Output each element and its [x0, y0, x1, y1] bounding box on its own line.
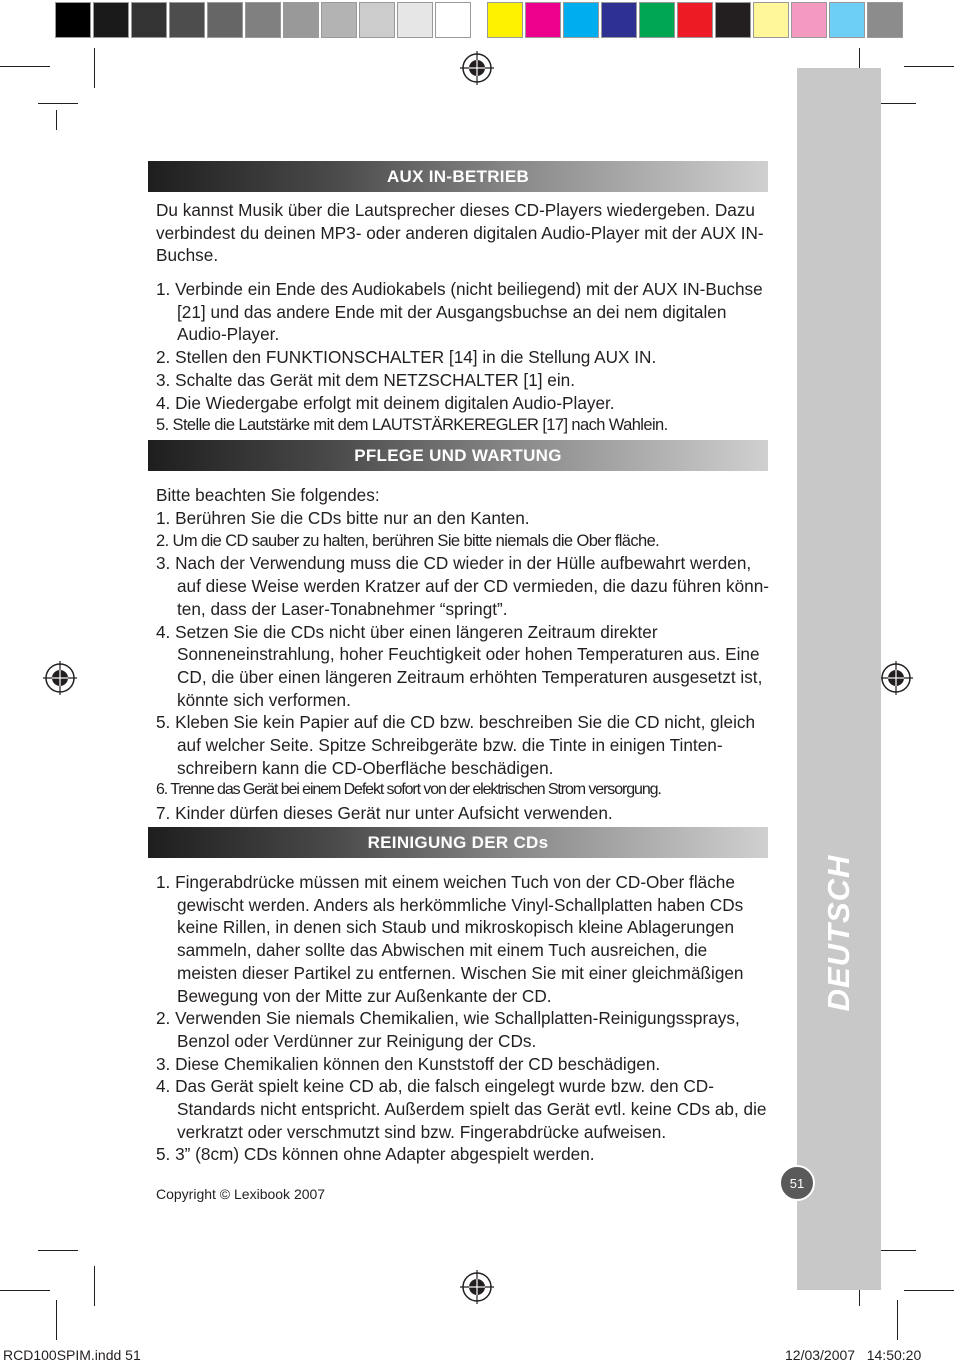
list-item: 1. Berühren Sie die CDs bitte nur an den Kanten.: [156, 508, 530, 528]
section-header-cleaning: REINIGUNG DER CDs: [148, 827, 768, 858]
footer-file-name: RCD100SPIM.indd 51: [3, 1347, 141, 1363]
aux-intro: Du kannst Musik über die Lautsprecher dieses CD-Players wiedergeben. Dazu verbindest du deinen MP3- oder anderen digitalen Audio-Player mit der AUX IN-Buchse.: [156, 200, 764, 266]
language-label: DEUTSCH: [821, 854, 856, 1012]
color-swatch: [397, 2, 433, 38]
color-swatch: [601, 2, 637, 38]
color-swatch: [791, 2, 827, 38]
crop-mark: [904, 66, 954, 67]
color-swatch: [487, 2, 523, 38]
color-swatch: [563, 2, 599, 38]
color-swatch: [639, 2, 675, 38]
crop-mark: [876, 103, 916, 104]
crop-mark: [904, 1290, 954, 1291]
crop-mark: [56, 110, 57, 130]
list-item: 7. Kinder dürfen dieses Gerät nur unter Aufsicht verwenden.: [156, 803, 613, 824]
list-item: 5. 3” (8cm) CDs können ohne Adapter abgespielt werden.: [156, 1144, 595, 1165]
crop-mark: [56, 1300, 57, 1340]
list-item: 2. Verwenden Sie niemals Chemikalien, wie Schallplatten-Reinigungssprays, Benzol oder Verdünner zur Reinigung der CDs.: [156, 1008, 740, 1051]
list-item: 6. Trenne das Gerät bei einem Defekt sofort von der elektrischen Strom versorgung.: [156, 781, 661, 799]
list-item: 4. Setzen Sie die CDs nicht über einen längeren Zeitraum direkter Sonneneinstrahlung, hoher Feuchtigkeit oder hohen Temperaturen aus. Eine CD, die über einen längeren Zeitraum erhöhten Temperaturen ausgesetzt ist, könnte sich verformen.: [156, 621, 763, 710]
language-label-wrapper: [797, 68, 881, 1290]
section-header-care: PFLEGE UND WARTUNG: [148, 440, 768, 471]
color-swatch: [525, 2, 561, 38]
color-swatch: [715, 2, 751, 38]
color-calibration-bar: [55, 2, 905, 38]
crop-mark: [876, 1250, 916, 1251]
list-item: 3. Nach der Verwendung muss die CD wieder in der Hülle aufbewahrt werden, auf diese Weise werden Kratzer auf der CD vermieden, die dazu führen könn-ten, dass der Laser-Tonabnehmer “springt”.: [156, 553, 770, 619]
list-item: 2. Um die CD sauber zu halten, berühren Sie bitte niemals die Ober fläche.: [156, 531, 660, 550]
registration-mark-icon: [879, 661, 913, 695]
list-item: 5. Kleben Sie kein Papier auf die CD bzw. beschreiben Sie die CD nicht, gleich auf welcher Seite. Spitze Schreibgeräte bzw. die Tinte in einigen Tinten-schreibern kann die CD-Oberfläche beschädigen.: [156, 712, 756, 778]
registration-mark-icon: [43, 661, 77, 695]
color-swatch: [829, 2, 865, 38]
color-swatch: [435, 2, 471, 38]
list-item: 4. Das Gerät spielt keine CD ab, die falsch eingelegt wurde bzw. den CD-Standards nicht entspricht. Außerdem spielt das Gerät evtl. keine CDs ab, die verkratzt oder verschmutzt sind bzw. Fingerabdrücke aufweisen.: [156, 1076, 767, 1142]
color-swatch: [283, 2, 319, 38]
care-list: [156, 507, 771, 825]
color-swatch: [359, 2, 395, 38]
list-item: 3. Diese Chemikalien können den Kunststoff der CD beschädigen.: [156, 1053, 661, 1074]
crop-mark: [94, 48, 95, 88]
color-swatch: [55, 2, 91, 38]
registration-mark-icon: [460, 1270, 494, 1304]
crop-mark: [897, 1300, 898, 1340]
color-swatch: [207, 2, 243, 38]
list-item: 4. Die Wiedergabe erfolgt mit deinem digitalen Audio-Player.: [156, 392, 615, 413]
color-swatch: [321, 2, 357, 38]
color-swatch: [93, 2, 129, 38]
list-item: 1. Fingerabdrücke müssen mit einem weichen Tuch von der CD-Ober fläche gewischt werden. Anders als herkömmliche Vinyl-Schallplatten haben CDs keine Rillen, in denen sich Staub und mikroskopisch kleine Ablagerungen sammeln, daher sollte das Abwischen mit einem Tuch ausreichen, die meisten dieser Partikel zu entfernen. Wischen Sie mit einer gleichmäßigen Bewegung von der Mitte zur Außenkante der CD.: [156, 872, 744, 1006]
list-item: 3. Schalte das Gerät mit dem NETZSCHALTER [1] ein.: [156, 369, 576, 390]
crop-mark: [38, 1250, 78, 1251]
copyright-notice: Copyright © Lexibook 2007: [156, 1186, 326, 1202]
crop-mark: [38, 103, 78, 104]
footer-timestamp: 12/03/2007 14:50:20: [785, 1347, 922, 1363]
registration-mark-icon: [460, 51, 494, 85]
crop-mark: [0, 1290, 50, 1291]
aux-steps-list: [156, 278, 771, 437]
list-item: 5. Stelle die Lautstärke mit dem LAUTSTÄRKEREGLER [17] nach Wahlein.: [156, 416, 668, 435]
color-swatch: [677, 2, 713, 38]
care-intro: Bitte beachten Sie folgendes:: [156, 485, 380, 505]
color-swatch: [131, 2, 167, 38]
page-number-badge: 51: [779, 1165, 815, 1201]
color-swatch: [245, 2, 281, 38]
crop-mark: [0, 66, 50, 67]
cleaning-list: [156, 871, 771, 1166]
section-header-aux: AUX IN-BETRIEB: [148, 161, 768, 192]
color-swatch: [753, 2, 789, 38]
list-item: 1. Verbinde ein Ende des Audiokabels (nicht beiliegend) mit der AUX IN-Buchse [21] und das andere Ende mit der Ausgangsbuchse an dei nem digitalen Audio-Player.: [156, 279, 763, 345]
list-item: 2. Stellen den FUNKTIONSCHALTER [14] in die Stellung AUX IN.: [156, 347, 657, 368]
crop-mark: [94, 1266, 95, 1306]
color-swatch: [867, 2, 903, 38]
swatch-gap: [473, 2, 487, 38]
color-swatch: [169, 2, 205, 38]
